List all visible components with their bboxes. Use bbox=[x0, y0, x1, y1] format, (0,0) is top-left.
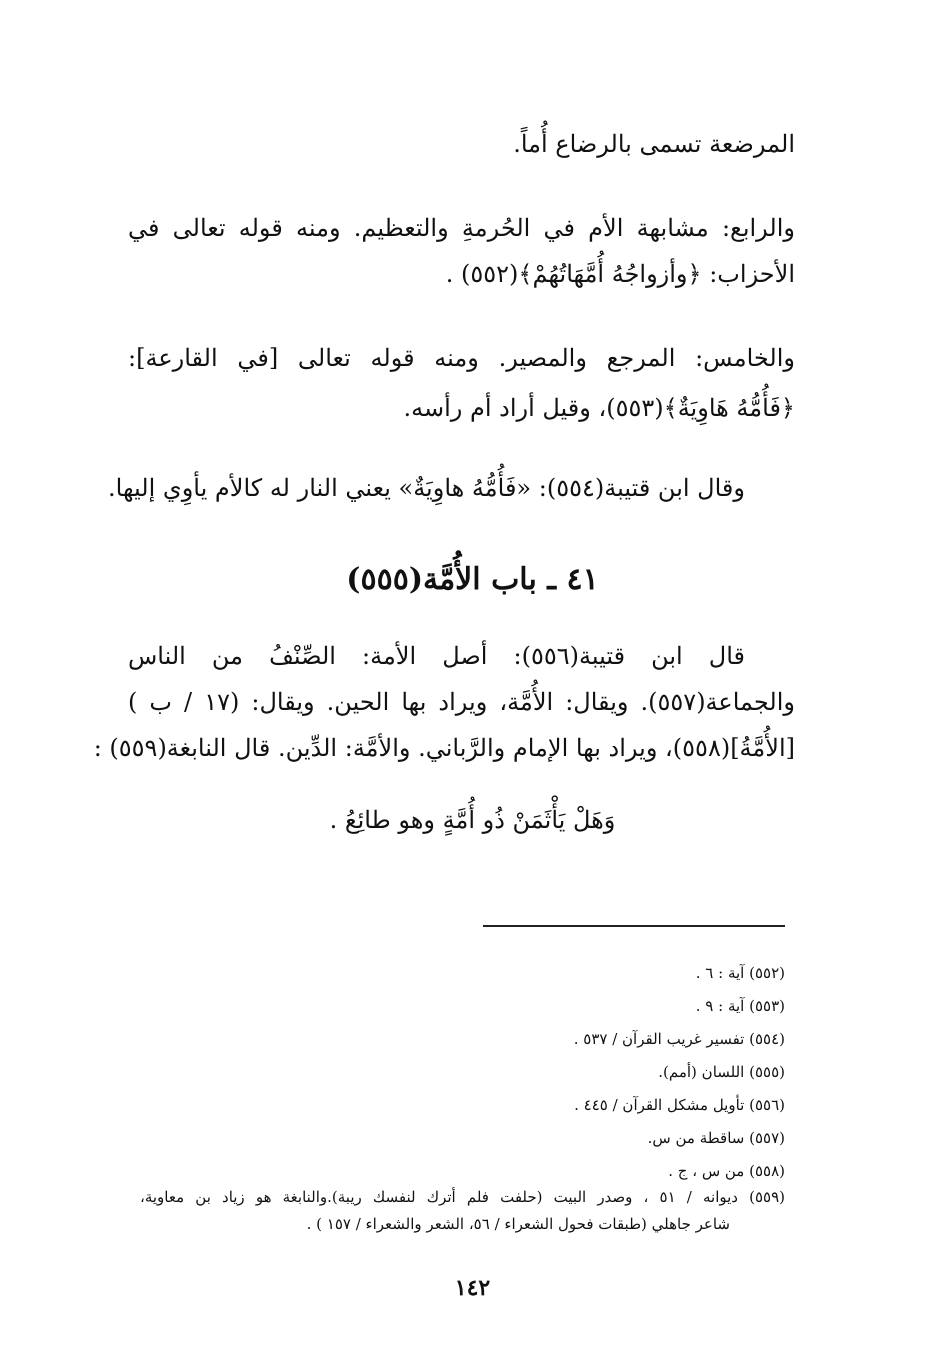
body-line-4: والخامس: المرجع والمصير. ومنه قوله تعالى [في القارعة]: bbox=[128, 344, 795, 372]
footnote: (٥٥٦) تأويل مشكل القرآن / ٤٤٥ . bbox=[574, 1096, 785, 1114]
body-line-8: والجماعة(٥٥٧). ويقال: الأُمَّة، ويراد بها الحين. ويقال: (١٧ / ب ) bbox=[128, 688, 795, 716]
page-number: ١٤٢ bbox=[454, 1275, 491, 1301]
body-line-7: قال ابن قتيبة(٥٥٦): أصل الأمة: الصِّنْفُ من الناس bbox=[128, 642, 745, 670]
footnote: (٥٥٧) ساقطة من س. bbox=[647, 1129, 785, 1147]
footnote: (٥٥٤) تفسير غريب القرآن / ٥٣٧ . bbox=[573, 1030, 785, 1048]
body-line-5: ﴿فَأُمُّهُ هَاوِيَةٌ﴾(٥٥٣)، وقيل أراد أم رأسه. bbox=[403, 394, 795, 422]
footnote: (٥٥٩) ديوانه / ٥١ ، وصدر البيت (حلفت فلم أترك لنفسك ريبة).والنابغة هو زياد بن معاوية، bbox=[140, 1188, 785, 1206]
footnote: (٥٥٨) من س ، ج . bbox=[668, 1162, 785, 1180]
footnote: (٥٥٥) اللسان (أمم). bbox=[658, 1063, 785, 1081]
footnote-separator bbox=[483, 925, 785, 927]
body-line-9: [الأُمَّةُ](٥٥٨)، ويراد بها الإمام والرَّباني. والأمَّة: الدِّين. قال النابغة(٥٥٩) : bbox=[93, 734, 795, 762]
poetry-verse: وَهَلْ يَأْثَمَنْ ذُو أُمَّةٍ وهو طائِعُ . bbox=[329, 806, 616, 834]
body-line-1: المرضعة تسمى بالرضاع أُماً. bbox=[513, 130, 795, 158]
body-line-6: وقال ابن قتيبة(٥٥٤): «فَأُمُّهُ هاوِيَةٌ» يعني النار له كالأم يأوِي إليها. bbox=[108, 474, 745, 502]
body-line-2: والرابع: مشابهة الأم في الحُرمةِ والتعظيم. ومنه قوله تعالى في bbox=[128, 214, 795, 242]
footnote: (٥٥٢) آية : ٦ . bbox=[695, 964, 785, 982]
chapter-heading: ٤١ ـ باب الأُمَّة(٥٥٥) bbox=[346, 562, 599, 597]
body-line-3: الأحزاب: ﴿وأزواجُهُ أُمَّهَاتُهُمْ﴾(٥٥٢) . bbox=[445, 260, 795, 288]
footnote-continuation: شاعر جاهلي (طبقات فحول الشعراء / ٥٦، الشعر والشعراء / ١٥٧ ) . bbox=[306, 1215, 730, 1233]
footnote: (٥٥٣) آية : ٩ . bbox=[695, 997, 785, 1015]
